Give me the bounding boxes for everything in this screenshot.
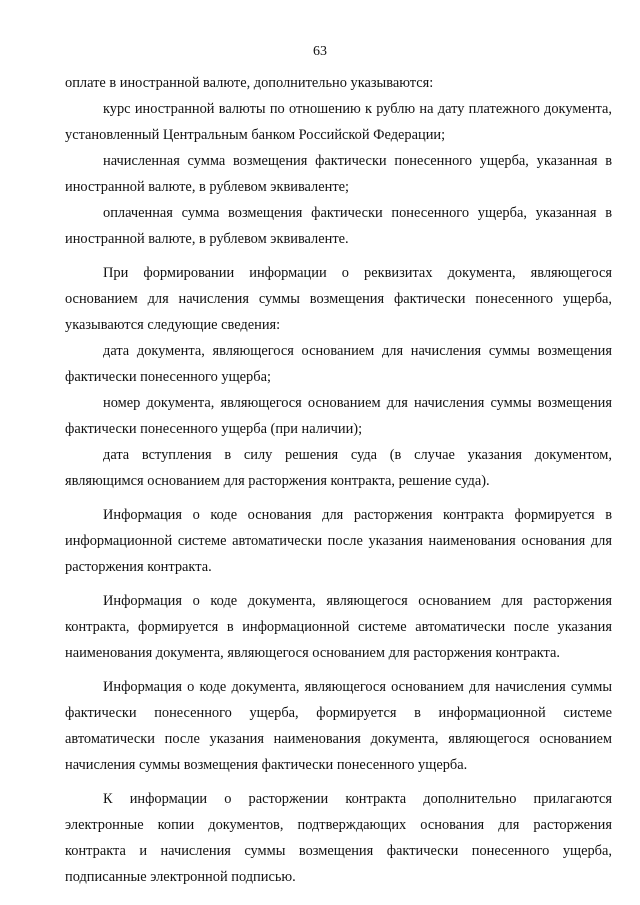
- page-number: 63: [313, 44, 327, 59]
- paragraph-court-decision-date: дата вступления в силу решения суда (в случае указания документом, являющимся основанием для расторжения контракта, решение суда).: [65, 447, 612, 489]
- paragraph-continuation: оплате в иностранной валюте, дополнительно указываются:: [65, 75, 434, 91]
- paragraph-damage-document-code: Информация о коде документа, являющегося основанием для начисления суммы фактически понесенного ущерба, формируется в информационной системе автоматически после указания наименования документа, являющегося основанием начисления суммы возмещения фактически понесенного ущерба.: [65, 679, 612, 773]
- document-body: [65, 70, 612, 890]
- paragraph-attachments: К информации о расторжении контракта дополнительно прилагаются электронные копии документов, подтверждающих основания для расторжения контракта и начисления суммы возмещения фактически понесенного ущерба, подписанные электронной подписью.: [65, 791, 612, 885]
- paragraph-document-number: номер документа, являющегося основанием для начисления суммы возмещения фактически понесенного ущерба (при наличии);: [65, 395, 612, 437]
- paragraph-paid-amount: оплаченная сумма возмещения фактически понесенного ущерба, указанная в иностранной валюте, в рублевом эквиваленте.: [65, 205, 612, 247]
- paragraph-termination-document-code: Информация о коде документа, являющегося основанием для расторжения контракта, формируется в информационной системе автоматически после указания наименования документа, являющегося основанием для расторжения контракта.: [65, 593, 612, 661]
- paragraph-termination-basis-code: Информация о коде основания для расторжения контракта формируется в информационной системе автоматически после указания наименования основания для расторжения контракта.: [65, 507, 612, 575]
- paragraph-accrued-amount: начисленная сумма возмещения фактически понесенного ущерба, указанная в иностранной валюте, в рублевом эквиваленте;: [65, 153, 612, 195]
- paragraph-document-date: дата документа, являющегося основанием для начисления суммы возмещения фактически понесенного ущерба;: [65, 343, 612, 385]
- paragraph-document-details: При формировании информации о реквизитах документа, являющегося основанием для начисления суммы возмещения фактически понесенного ущерба, указываются следующие сведения:: [65, 265, 612, 333]
- paragraph-exchange-rate: курс иностранной валюты по отношению к рублю на дату платежного документа, установленный Центральным банком Российской Федерации;: [65, 101, 612, 143]
